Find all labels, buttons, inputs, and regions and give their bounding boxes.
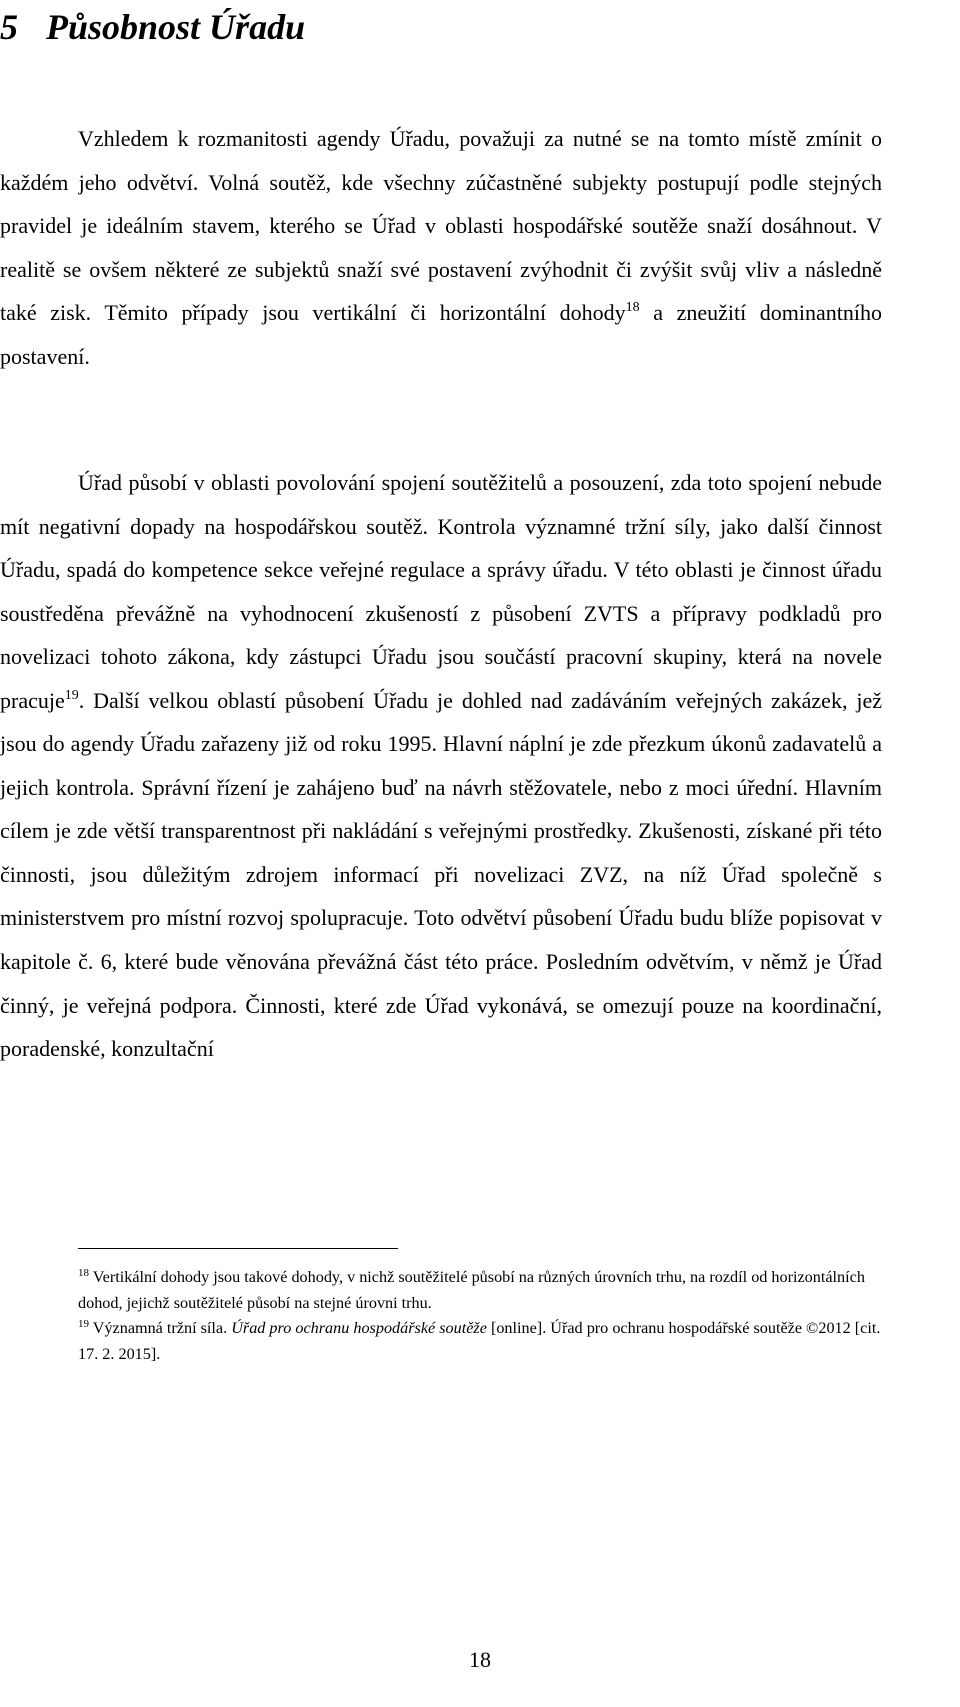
footnote-reference: 19	[64, 687, 79, 703]
chapter-title: Působnost Úřadu	[46, 7, 306, 47]
body-paragraph	[0, 117, 882, 378]
footnote-19	[78, 1316, 884, 1367]
footnote-number: 18	[78, 1267, 89, 1279]
footnote-separator	[78, 1248, 398, 1249]
footnote-18	[78, 1265, 884, 1316]
paragraph-text-continued: . Další velkou oblastí působení Úřadu je dohled nad zadáváním veřejných zakázek, jež jsou do agendy Úřadu zařazeny již od roku 1995. Hlavní náplní je zde přezkum úkonů zadavatelů a jejich kontrola. Správní řízení je zahájeno buď na návrh stěžovatele, nebo z moci úřední. Hlavním cílem je zde větší transparentnost při nakládání s veřejnými prostředky. Zkušenosti, získané při této činnosti, jsou důležitým zdrojem informací při novelizaci ZVZ, na níž Úřad společně s ministerstvem pro místní rozvoj spolupracuje. Toto odvětví působení Úřadu budu blíže popisovat v kapitole č. 6, které bude věnována převážná část této práce. Posledním odvětvím, v němž je Úřad činný, je veřejná podpora. Činnosti, které zde Úřad vykonává, se omezují pouze na koordinační, poradenské, konzultační	[0, 687, 882, 1062]
footnote-text: Vertikální dohody jsou takové dohody, v nichž soutěžitelé působí na různých úrovních trhu, na rozdíl od horizontálních dohod, jejichž soutěžitelé působí na stejné úrovni trhu.	[78, 1268, 865, 1312]
paragraph-text: Úřad působí v oblasti povolování spojení soutěžitelů a posouzení, zda toto spojení nebude mít negativní dopady na hospodářskou soutěž. Kontrola významné tržní síly, jako další činnost Úřadu, spadá do kompetence sekce veřejné regulace a správy úřadu. V této oblasti je činnost úřadu soustředěna převážně na vyhodnocení zkušeností z působení ZVTS a přípravy podkladů pro novelizaci tohoto zákona, kdy zástupci Úřadu jsou součástí pracovní skupiny, která na novele pracuje	[0, 470, 882, 713]
page-number: 18	[469, 1647, 491, 1672]
body-paragraph	[0, 461, 882, 1071]
chapter-heading	[0, 6, 305, 48]
footnote-number: 19	[78, 1318, 89, 1330]
footnote-text: Významná tržní síla.	[89, 1319, 232, 1337]
paragraph-text-continued: a zneužití dominantního postavení.	[0, 300, 882, 369]
footnotes	[78, 1265, 884, 1367]
paragraph-text: Vzhledem k rozmanitosti agendy Úřadu, považuji za nutné se na tomto místě zmínit o každém jeho odvětví. Volná soutěž, kde všechny zúčastněné subjekty postupují podle stejných pravidel je ideálním stavem, kterého se Úřad v oblasti hospodářské soutěže snaží dosáhnout. V realitě se ovšem některé ze subjektů snaží své postavení zvýhodnit či zvýšit svůj vliv a následně také zisk. Těmito případy jsou vertikální či horizontální dohody	[0, 126, 882, 326]
footnote-text-continued: [online]. Úřad pro ochranu hospodářské soutěže ©2012 [cit. 17. 2. 2015].	[78, 1319, 881, 1363]
footnote-source-title: Úřad pro ochranu hospodářské soutěže	[231, 1319, 487, 1337]
footnote-reference: 18	[625, 300, 640, 316]
chapter-number: 5	[0, 7, 18, 47]
